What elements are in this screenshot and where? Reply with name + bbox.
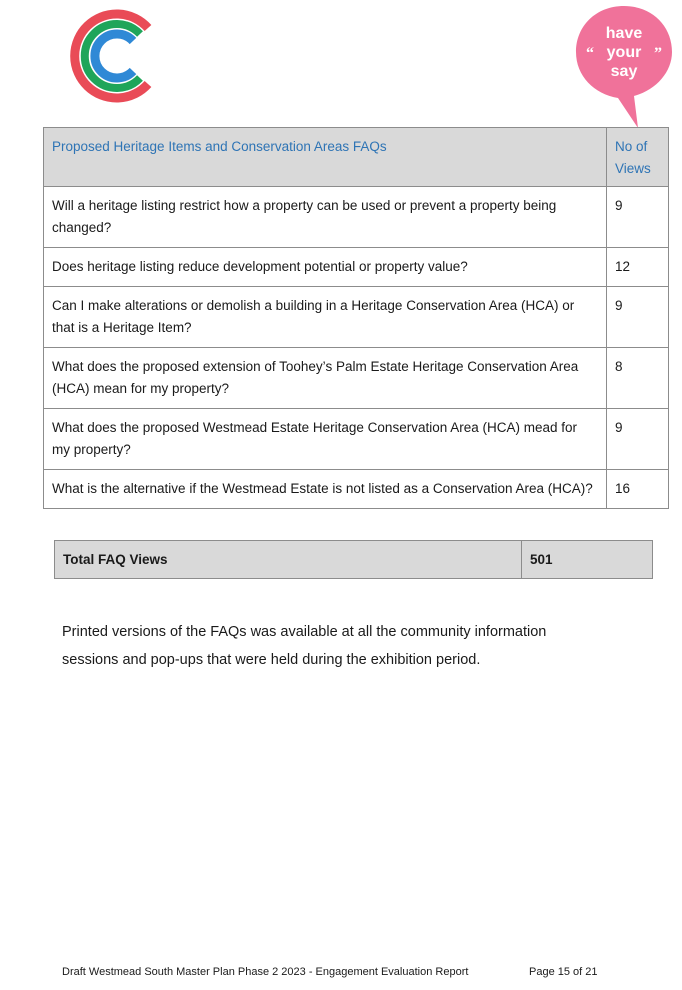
faq-views: 9: [607, 287, 669, 348]
have-your-say-logo-icon: [574, 4, 674, 130]
total-table: [54, 540, 653, 579]
total-value: 501: [522, 541, 653, 579]
faq-question: Can I make alterations or demolish a building in a Heritage Conservation Area (HCA) or that is a Heritage Item?: [44, 287, 607, 348]
page-number: Page 15 of 21: [529, 966, 598, 978]
header-views: No of Views: [607, 128, 669, 187]
council-c-logo-icon: [64, 6, 160, 106]
table-row: [44, 409, 669, 470]
faq-question: What does the proposed Westmead Estate Heritage Conservation Area (HCA) mead for my property?: [44, 409, 607, 470]
total-row: [55, 541, 653, 579]
table-row: [44, 287, 669, 348]
table-row: [44, 248, 669, 287]
faq-views: 12: [607, 248, 669, 287]
faq-views: 9: [607, 187, 669, 248]
header-question: Proposed Heritage Items and Conservation Areas FAQs: [44, 128, 607, 187]
faq-question: Does heritage listing reduce development potential or property value?: [44, 248, 607, 287]
logo-line-1: have: [605, 25, 643, 42]
faq-question: What does the proposed extension of Toohey’s Palm Estate Heritage Conservation Area (HCA) mean for my property?: [44, 348, 607, 409]
note-paragraph: Printed versions of the FAQs was available at all the community information sessions and pop-ups that were held during the exhibition period.: [62, 624, 547, 668]
faq-views: 16: [607, 470, 669, 509]
table-row: [44, 348, 669, 409]
table-row: [44, 470, 669, 509]
footer-title: Draft Westmead South Master Plan Phase 2 2023 - Engagement Evaluation Report: [62, 966, 469, 978]
faq-views: 9: [607, 409, 669, 470]
faq-views: 8: [607, 348, 669, 409]
table-row: [44, 187, 669, 248]
faq-question: What is the alternative if the Westmead Estate is not listed as a Conservation Area (HCA)?: [44, 470, 607, 509]
faq-table: [43, 127, 669, 509]
logo-line-3: say: [610, 63, 638, 80]
quote-close-icon: ”: [654, 45, 662, 62]
logo-line-2: your: [606, 44, 642, 61]
quote-open-icon: “: [586, 45, 594, 62]
table-header-row: [44, 128, 669, 187]
total-label: Total FAQ Views: [55, 541, 522, 579]
faq-question: Will a heritage listing restrict how a property can be used or prevent a property being changed?: [44, 187, 607, 248]
